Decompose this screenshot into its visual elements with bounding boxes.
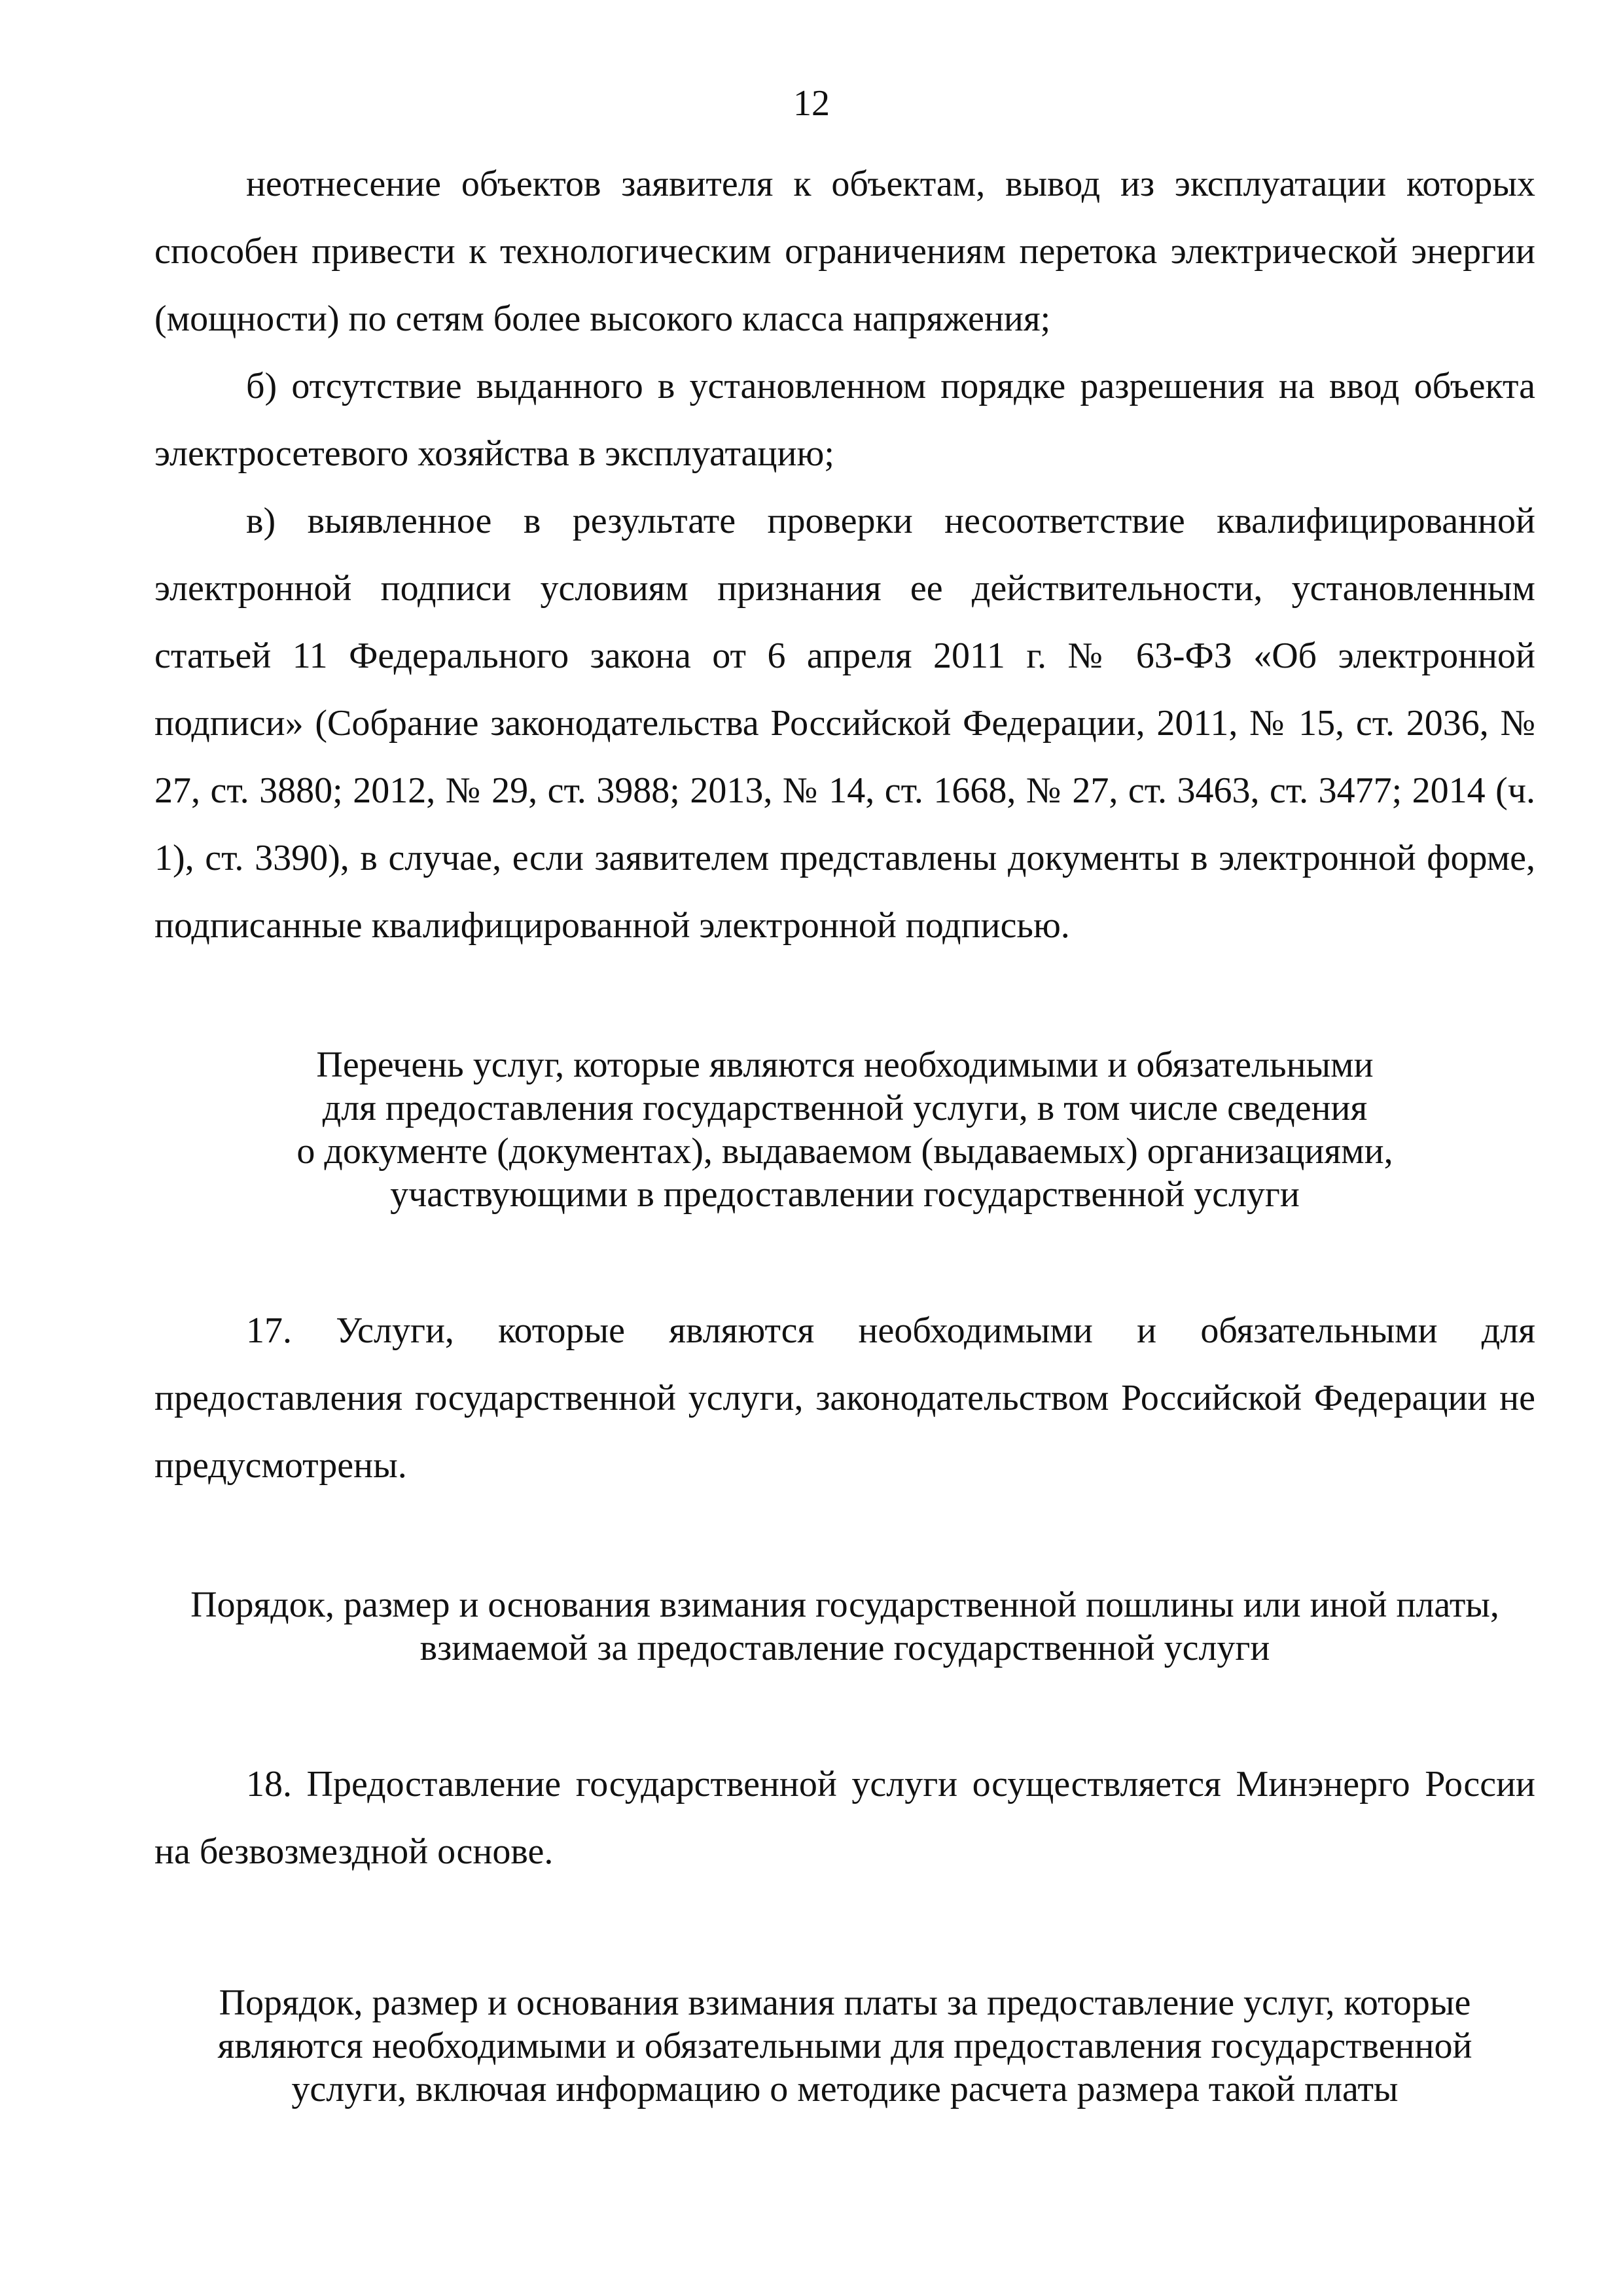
section-heading-state-fee xyxy=(154,1583,1535,1670)
heading-line: взимаемой за предоставление государственной услуги xyxy=(419,1628,1270,1668)
section-heading-services-list xyxy=(154,1043,1535,1216)
heading-line: участвующими в предоставлении государственной услуги xyxy=(390,1174,1300,1215)
paragraph-v: в) выявленное в результате проверки несоответствие квалифицированной электронной подписи условиям признания ее действительности, установленным статьей 11 Федерального закона от 6 апреля 2011 г. № 63-ФЗ «Об электронной подписи» (Собрание законодательства Российской Федерации, 2011, № 15, ст. 2036, № 27, ст. 3880; 2012, № 29, ст. 3988; 2013, № 14, ст. 1668, № 27, ст. 3463, ст. 3477; 2014 (ч. 1), ст. 3390), в случае, если заявителем представлены документы в электронной форме, подписанные квалифицированной электронной подписью. xyxy=(154,501,1535,946)
paragraph-18: 18. Предоставление государственной услуги осуществляется Минэнерго России на безвозмездной основе. xyxy=(154,1764,1535,1872)
section-heading-services-fee xyxy=(154,1981,1535,2111)
heading-line: для предоставления государственной услуги, в том числе сведения xyxy=(322,1088,1368,1128)
heading-line: о документе (документах), выдаваемом (выдаваемых) организациями, xyxy=(296,1131,1393,1172)
heading-line: Порядок, размер и основания взимания государственной пошлины или иной платы, xyxy=(190,1585,1499,1625)
heading-line: являются необходимыми и обязательными для предоставления государственной xyxy=(217,2026,1472,2066)
heading-line: Порядок, размер и основания взимания платы за предоставление услуг, которые xyxy=(219,1982,1471,2023)
paragraph-17: 17. Услуги, которые являются необходимыми и обязательными для предоставления государственной услуги, законодательством Российской Федерации не предусмотрены. xyxy=(154,1310,1535,1486)
heading-line: Перечень услуг, которые являются необходимыми и обязательными xyxy=(316,1045,1374,1085)
heading-line: услуги, включая информацию о методике расчета размера такой платы xyxy=(291,2069,1399,2109)
paragraph-continuation: неотнесение объектов заявителя к объектам, вывод из эксплуатации которых способен привести к технологическим ограничениям перетока электрической энергии (мощности) по сетям более высокого класса напряжения; xyxy=(154,164,1535,339)
paragraph-b: б) отсутствие выданного в установленном порядке разрешения на ввод объекта электросетевого хозяйства в эксплуатацию; xyxy=(154,366,1535,474)
document-body xyxy=(154,151,1535,2111)
page-number: 12 xyxy=(793,83,830,124)
